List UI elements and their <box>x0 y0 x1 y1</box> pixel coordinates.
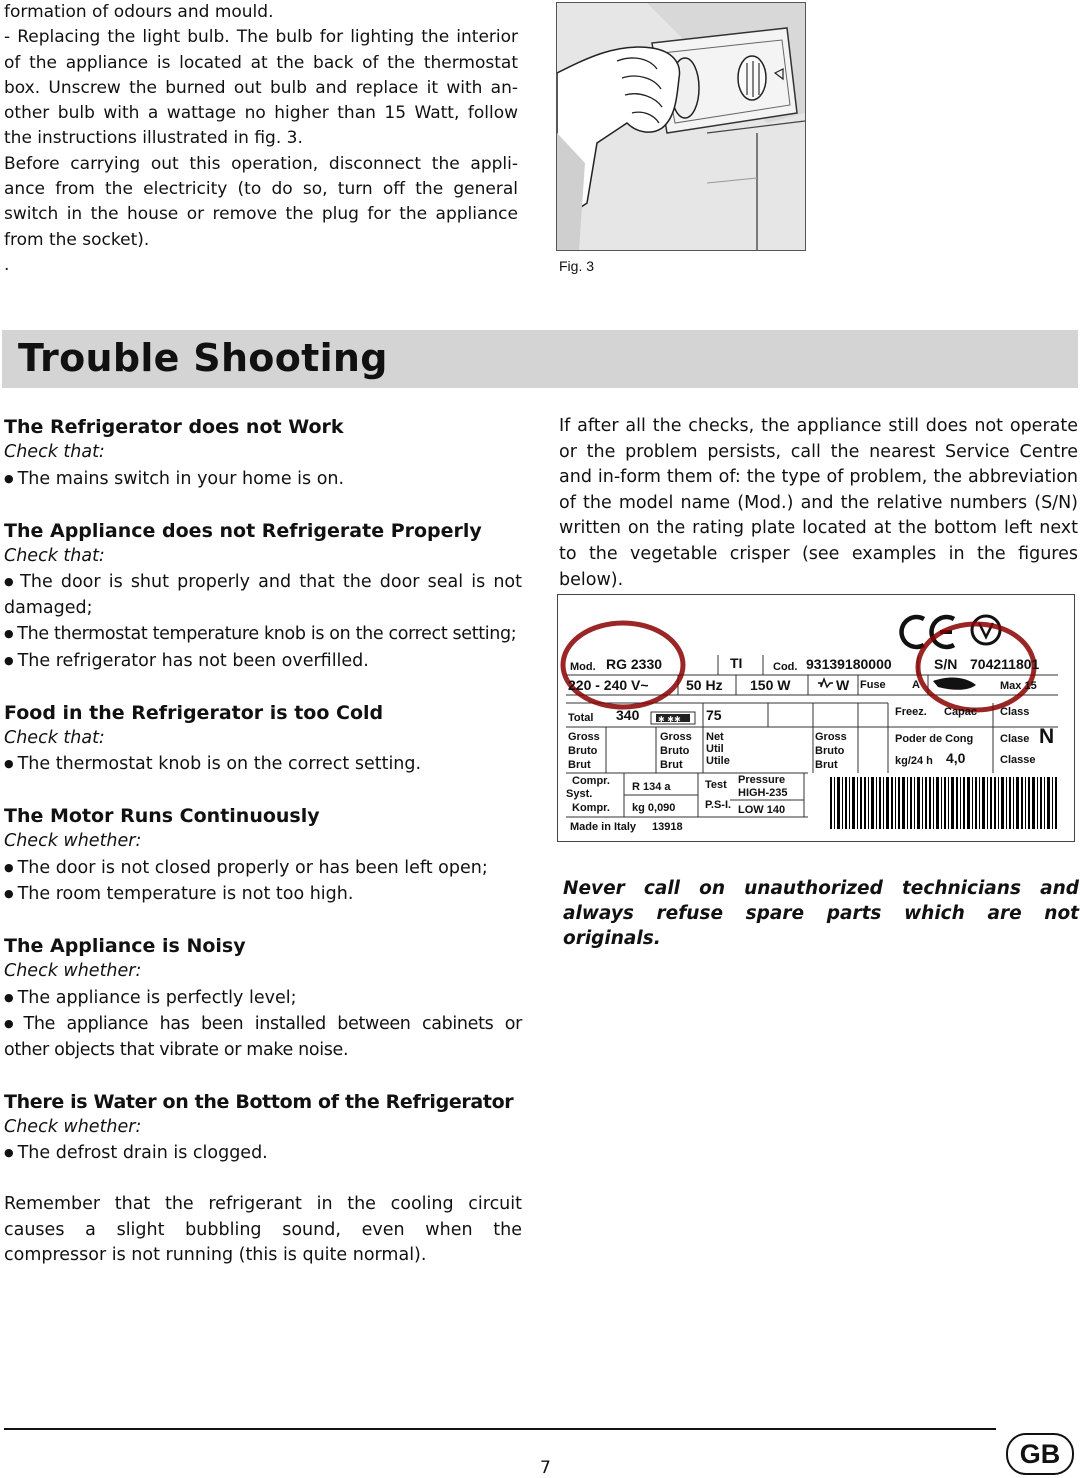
troubleshooting-list <box>4 414 522 1269</box>
trouble-title: There is Water on the Bottom of the Refrigerator <box>4 1090 514 1113</box>
fuse-symbol-icon <box>933 678 976 690</box>
approval-mark-icon <box>972 616 1000 644</box>
hand-thermostat-drawing <box>557 3 805 250</box>
kg24-label: kg/24 h <box>895 755 933 767</box>
page-number: 7 <box>540 1458 551 1478</box>
compr-label: Compr. <box>572 775 610 787</box>
intro-paragraph: Before carrying out this operation, disconnect the appli-ance from the electricity (to do so, turn off the general switch in the house or remove the plug for the appliance from the socket). <box>4 153 518 250</box>
utile-label: Utile <box>706 755 730 767</box>
defrost-symbol-icon <box>818 679 833 687</box>
brut-label: Brut <box>815 759 838 771</box>
psi-label: P.S-I. <box>705 799 732 811</box>
util-label: Util <box>706 743 724 755</box>
test-label: Test <box>705 779 727 791</box>
footer-divider <box>4 1428 996 1430</box>
capacity-value: 4,0 <box>946 750 966 766</box>
max-lamp: Max 15 <box>1000 680 1037 692</box>
net-label: Net <box>706 731 724 743</box>
bruto-label: Bruto <box>568 745 598 757</box>
check-label: Check whether: <box>4 961 142 981</box>
trouble-title: The Appliance does not Refrigerate Properly <box>4 519 482 542</box>
amp-label: A <box>912 679 920 691</box>
check-item: ● The thermostat temperature knob is on the correct setting; <box>4 621 522 648</box>
trouble-title: The Motor Runs Continuously <box>4 805 320 827</box>
freez-label: Freez. <box>895 706 927 718</box>
trouble-title: Food in the Refrigerator is too Cold <box>4 701 384 724</box>
defrost-watt: W <box>836 677 850 693</box>
check-item: ● The defrost drain is clogged. <box>4 1140 522 1167</box>
refrigerant-weight: kg 0,090 <box>632 802 676 814</box>
capac-label: Capac <box>944 706 978 718</box>
trouble-section <box>4 1089 522 1167</box>
barcode <box>830 777 1057 829</box>
bruto-label: Bruto <box>815 745 845 757</box>
gross-label: Gross <box>815 731 847 743</box>
remember-note: Remember that the refrigerant in the cooling circuit causes a slight bubbling sound, even when the compressor is not running (this is quite normal). <box>4 1194 522 1265</box>
syst-label: Syst. <box>566 788 593 800</box>
check-item: ● The mains switch in your home is on. <box>4 466 522 493</box>
freezer-star-icon <box>656 714 690 724</box>
fuse-label: Fuse <box>860 679 886 691</box>
intro-paragraph: . <box>4 254 10 275</box>
figure-caption: Fig. 3 <box>559 258 595 274</box>
mod-label: Mod. <box>570 661 596 673</box>
trouble-section <box>4 933 522 1063</box>
refrigerant-type: R 134 a <box>632 781 671 793</box>
check-label: Check that: <box>4 442 105 462</box>
clase-label: Clase <box>1000 733 1030 745</box>
check-item: ● The refrigerator has not been overfilled. <box>4 648 522 675</box>
check-item: ● The appliance has been installed between cabinets or other objects that vibrate or make noise. <box>4 1011 522 1063</box>
check-label: Check that: <box>4 727 105 748</box>
class-value: N <box>1039 725 1055 748</box>
bruto-label: Bruto <box>660 745 690 757</box>
trouble-section <box>4 414 522 492</box>
trouble-section <box>4 518 522 675</box>
language-badge: GB <box>1006 1433 1074 1475</box>
pressure-low: LOW 140 <box>738 804 786 816</box>
check-item: ● The appliance is perfectly level; <box>4 985 522 1012</box>
intro-paragraph: - Replacing the light bulb. The bulb for lighting the interior of the appliance is located at the back of the thermostat box. Unscrew the burned out bulb and replace it with an-other bulb with a wattage no higher than 15 Watt, follow the instructions illustrated in fig. 3. <box>4 27 518 149</box>
poder-label: Poder de Cong <box>895 733 974 745</box>
trouble-section <box>4 803 522 908</box>
intro-paragraph: formation of odours and mould. <box>4 2 274 22</box>
brut-label: Brut <box>660 759 683 771</box>
frequency: 50 Hz <box>686 677 723 693</box>
service-centre-text: If after all the checks, the appliance still does not operate or the problem persists, call the nearest Service Centre and in-form them of: the type of problem, the abbreviation of the model name (Mod.) and the relative numbers (S/N) written on the rating plate located at the bottom left next to the vegetable crisper (see examples in the figures below). <box>559 416 1078 590</box>
sn-label: S/N <box>934 656 958 672</box>
section-banner <box>2 330 1078 388</box>
model-value: RG 2330 <box>606 656 663 672</box>
cod-label: Cod. <box>773 661 798 673</box>
brut-label: Brut <box>568 759 591 771</box>
intro-text <box>4 0 518 278</box>
check-label: Check whether: <box>4 1116 142 1137</box>
pressure-high: HIGH-235 <box>738 787 788 799</box>
check-item: ● The thermostat knob is on the correct setting. <box>4 751 522 778</box>
section-title: Trouble Shooting <box>18 336 388 380</box>
trouble-title: The Refrigerator does not Work <box>4 416 344 438</box>
serial-value: 704211801 <box>970 656 1040 672</box>
check-label: Check whether: <box>4 831 142 851</box>
code-value: 93139180000 <box>806 656 892 672</box>
figure-3-illustration <box>556 2 806 251</box>
ti-label: TI <box>730 655 743 671</box>
made-in-number: 13918 <box>652 821 683 833</box>
freezer-value: 75 <box>706 707 722 723</box>
gross-label: Gross <box>568 731 600 743</box>
wattage: 150 W <box>750 677 791 693</box>
made-in-label: Made in Italy <box>570 821 637 833</box>
kompr-label: Kompr. <box>572 802 610 814</box>
check-item: ● The room temperature is not too high. <box>4 881 522 908</box>
svg-text:✱ ✱✱: ✱ ✱✱ <box>658 715 681 724</box>
trouble-title: The Appliance is Noisy <box>4 935 246 957</box>
rating-plate <box>557 594 1075 842</box>
check-item: ● The door is not closed properly or has been left open; <box>4 855 522 882</box>
total-value: 340 <box>616 707 640 723</box>
voltage: 220 - 240 V~ <box>568 677 649 693</box>
class-label: Class <box>1000 706 1030 718</box>
warning-text: Never call on unauthorized technicians and always refuse spare parts which are not originals. <box>563 878 1079 949</box>
total-label: Total <box>568 712 594 724</box>
check-label: Check that: <box>4 545 105 566</box>
check-item: ● The door is shut properly and that the door seal is not damaged; <box>4 569 522 621</box>
pressure-label: Pressure <box>738 774 786 786</box>
classe-label: Classe <box>1000 754 1036 766</box>
gross-label: Gross <box>660 731 692 743</box>
trouble-section <box>4 700 522 778</box>
